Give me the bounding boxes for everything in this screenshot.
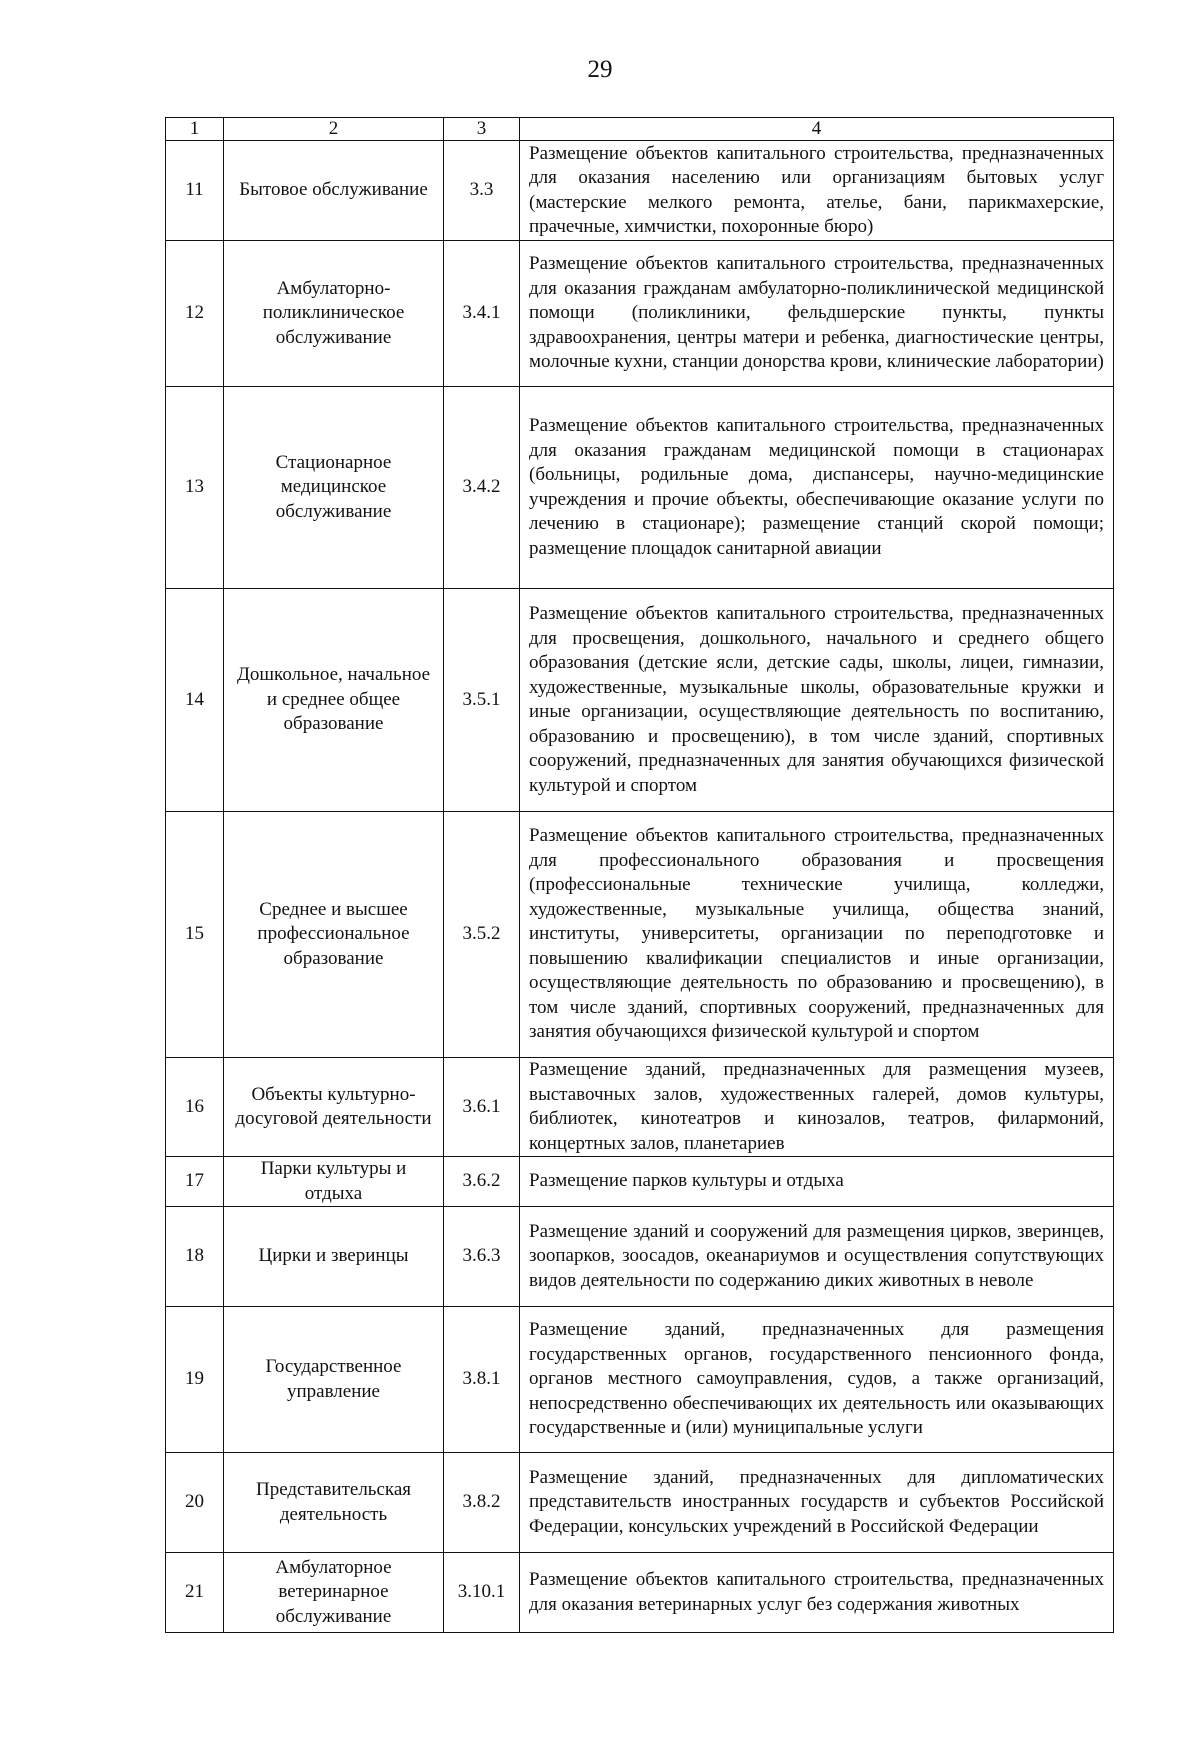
- use-type-description: Размещение зданий, предназначенных для размещения государственных органов, государственного пенсионного фонда, органов местного самоуправления, судов, а также организаций, непосредственно обеспечивающих их деятельность или оказывающих государственные и (или) муниципальные услуги: [520, 1307, 1114, 1453]
- table-row: [166, 1157, 1114, 1207]
- table-row: [166, 812, 1114, 1058]
- land-use-table: [165, 117, 1114, 1633]
- table-row: [166, 1058, 1114, 1157]
- table-row: [166, 1207, 1114, 1307]
- use-type-code: 3.3: [444, 141, 520, 241]
- use-type-code: 3.8.1: [444, 1307, 520, 1453]
- row-number: 19: [166, 1307, 224, 1453]
- use-type-name: Объекты культурно-досуговой деятельности: [224, 1058, 444, 1157]
- use-type-code: 3.5.1: [444, 589, 520, 812]
- table-row: [166, 1553, 1114, 1633]
- page-number: 29: [587, 56, 613, 83]
- header-col-2: 2: [224, 118, 444, 141]
- use-type-name: Цирки и зверинцы: [224, 1207, 444, 1307]
- table-row: [166, 241, 1114, 387]
- use-type-description: Размещение объектов капитального строительства, предназначенных для оказания ветеринарных услуг без содержания животных: [520, 1553, 1114, 1633]
- use-type-name: Парки культуры и отдыха: [224, 1157, 444, 1207]
- row-number: 16: [166, 1058, 224, 1157]
- use-type-name: Среднее и высшее профессиональное образование: [224, 812, 444, 1058]
- use-type-description: Размещение объектов капитального строительства, предназначенных для оказания гражданам медицинской помощи в стационарах (больницы, родильные дома, диспансеры, научно-медицинские учреждения и прочие объекты, обеспечивающие оказание услуги по лечению в стационаре); размещение станций скорой помощи; размещение площадок санитарной авиации: [520, 387, 1114, 589]
- row-number: 15: [166, 812, 224, 1058]
- use-type-code: 3.4.2: [444, 387, 520, 589]
- row-number: 11: [166, 141, 224, 241]
- header-col-4: 4: [520, 118, 1114, 141]
- use-type-code: 3.6.1: [444, 1058, 520, 1157]
- table-row: [166, 387, 1114, 589]
- use-type-description: Размещение зданий, предназначенных для дипломатических представительств иностранных государств и субъектов Российской Федерации, консульских учреждений в Российской Федерации: [520, 1453, 1114, 1553]
- use-type-description: Размещение объектов капитального строительства, предназначенных для просвещения, дошкольного, начального и среднего общего образования (детские ясли, детские сады, школы, лицеи, гимназии, художественные, музыкальные школы, образовательные кружки и иные организации, осуществляющие деятельность по воспитанию, образованию и просвещению), в том числе зданий, спортивных сооружений, предназначенных для занятия обучающихся физической культурой и спортом: [520, 589, 1114, 812]
- use-type-name: Стационарное медицинское обслуживание: [224, 387, 444, 589]
- row-number: 17: [166, 1157, 224, 1207]
- row-number: 14: [166, 589, 224, 812]
- table-row: [166, 1307, 1114, 1453]
- row-number: 12: [166, 241, 224, 387]
- use-type-description: Размещение зданий, предназначенных для размещения музеев, выставочных залов, художественных галерей, домов культуры, библиотек, кинотеатров и кинозалов, театров, филармоний, концертных залов, планетариев: [520, 1058, 1114, 1157]
- use-type-code: 3.4.1: [444, 241, 520, 387]
- use-type-name: Представительская деятельность: [224, 1453, 444, 1553]
- use-type-code: 3.6.3: [444, 1207, 520, 1307]
- use-type-code: 3.8.2: [444, 1453, 520, 1553]
- table-header-row: [166, 118, 1114, 141]
- use-type-code: 3.5.2: [444, 812, 520, 1058]
- table-row: [166, 141, 1114, 241]
- use-type-description: Размещение объектов капитального строительства, предназначенных для оказания гражданам амбулаторно-поликлинической медицинской помощи (поликлиники, фельдшерские пункты, пункты здравоохранения, центры матери и ребенка, диагностические центры, молочные кухни, станции донорства крови, клинические лаборатории): [520, 241, 1114, 387]
- use-type-description: Размещение объектов капитального строительства, предназначенных для оказания населению или организациям бытовых услуг (мастерские мелкого ремонта, ателье, бани, парикмахерские, прачечные, химчистки, похоронные бюро): [520, 141, 1114, 241]
- table-row: [166, 1453, 1114, 1553]
- table-row: [166, 589, 1114, 812]
- header-col-1: 1: [166, 118, 224, 141]
- use-type-name: Бытовое обслуживание: [224, 141, 444, 241]
- use-type-name: Амбулаторное ветеринарное обслуживание: [224, 1553, 444, 1633]
- use-type-description: Размещение зданий и сооружений для размещения цирков, зверинцев, зоопарков, зоосадов, океанариумов и осуществления сопутствующих видов деятельности по содержанию диких животных в неволе: [520, 1207, 1114, 1307]
- use-type-code: 3.10.1: [444, 1553, 520, 1633]
- use-type-name: Государственное управление: [224, 1307, 444, 1453]
- header-col-3: 3: [444, 118, 520, 141]
- use-type-name: Дошкольное, начальное и среднее общее образование: [224, 589, 444, 812]
- row-number: 18: [166, 1207, 224, 1307]
- use-type-description: Размещение парков культуры и отдыха: [520, 1157, 1114, 1207]
- row-number: 20: [166, 1453, 224, 1553]
- use-type-description: Размещение объектов капитального строительства, предназначенных для профессионального образования и просвещения (профессиональные технические училища, колледжи, художественные, музыкальные училища, общества знаний, институты, университеты, организации по переподготовке и повышению квалификации специалистов и иные организации, осуществляющие деятельность по образованию и просвещению), в том числе зданий, спортивных сооружений, предназначенных для занятия обучающихся физической культурой и спортом: [520, 812, 1114, 1058]
- row-number: 21: [166, 1553, 224, 1633]
- use-type-name: Амбулаторно-поликлиническое обслуживание: [224, 241, 444, 387]
- row-number: 13: [166, 387, 224, 589]
- use-type-code: 3.6.2: [444, 1157, 520, 1207]
